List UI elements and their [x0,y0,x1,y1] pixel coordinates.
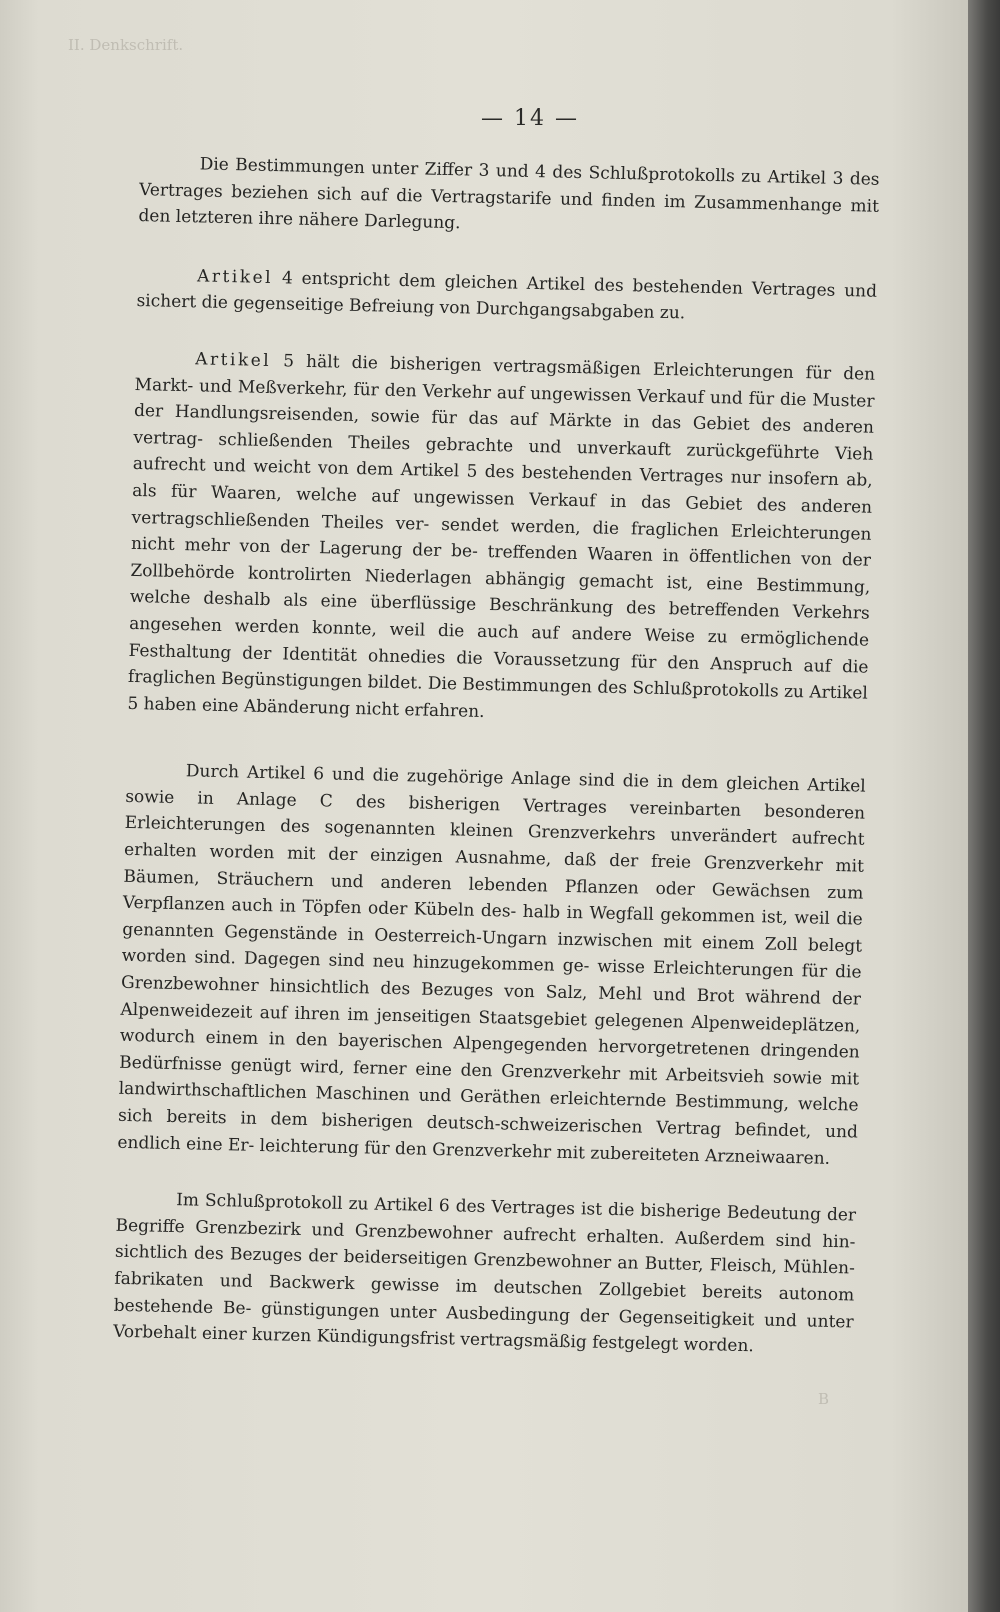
bleed-through-mark: B [818,1390,830,1408]
paragraph-3-text: 5 hält die bisherigen vertragsmäßigen Erleichterungen für den Markt- und Meßverkehr, für den Verkehr auf ungewissen Verkauf und für die Muster der Handlungsreisenden, sowie für das auf Märkte in das Gebiet des anderen vertrag- schließenden Theiles gebrachte und unverkauft zurückgeführte Vieh aufrecht und weicht von dem Artikel 5 des bestehenden Vertrages nur insofern ab, als für Waaren, welche auf ungewissen Verkauf in das Gebiet des anderen vertragschließenden Theiles ver- sendet werden, die fraglichen Erleichterungen nicht mehr von der Lagerung der be- treffenden Waaren in öffentlichen von der Zollbehörde kontrolirten Niederlagen abhängig gemacht ist, eine Bestimmung, welche deshalb als eine überflüssige Beschränkung des betreffenden Verkehrs angesehen werden konnte, weil die auch auf andere Weise zu ermöglichende Festhaltung der Identität ohnedies die Voraussetzung für den Anspruch auf die fraglichen Begünstigungen bildet. Die Bestimmungen des Schlußprotokolls zu Artikel 5 haben eine Abänderung nicht erfahren. [127,351,876,722]
page-number: — 14 — [481,106,579,131]
paragraph-1-text: Die Bestimmungen unter Ziffer 3 und 4 des Schlußprotokolls zu Artikel 3 des Vertrages beziehen sich auf die Vertragstarife und finden im Zusammenhange mit den letzteren ihre nähere Darlegung. [138,154,880,234]
paragraph-2-text: 4 entspricht dem gleichen Artikel des bestehenden Vertrages und sichert die gegenseitige Befreiung von Durchgangsabgaben zu. [136,267,878,324]
paragraph-2-lead: Artikel [196,266,274,288]
paragraph-4 [117,757,866,1173]
paragraph-3 [127,345,875,734]
bleed-through-header: II. Denkschrift. [68,36,184,54]
body-text [112,150,880,1389]
paragraph-4-text: Durch Artikel 6 und die zugehörige Anlage sind die in dem gleichen Artikel sowie in Anlage C des bisherigen Vertrages vereinbarten besonderen Erleichterungen des sogenannten kleinen Grenzverkehrs unverändert aufrecht erhalten worden mit der einzigen Ausnahme, daß der freie Grenzverkehr mit Bäumen, Sträuchern und anderen lebenden Pflanzen oder Gewächsen zum Verpflanzen auch in Töpfen oder Kübeln des- halb in Wegfall gekommen ist, weil die genannten Gegenstände in Oesterreich-Ungarn inzwischen mit einem Zoll belegt worden sind. Dagegen sind neu hinzugekommen ge- wisse Erleichterungen für die Grenzbewohner hinsichtlich des Bezuges von Salz, Mehl und Brot während der Alpenweidezeit auf ihren im jenseitigen Staatsgebiet gelegenen Alpenweideplätzen, wodurch einem in den bayerischen Alpengegenden hervorgetretenen dringenden Bedürfnisse genügt wird, ferner eine den Grenzverkehr mit Arbeitsvieh sowie mit landwirthschaftlichen Maschinen und Geräthen erleichternde Bestimmung, welche sich bereits in dem bisherigen deutsch-schweizerischen Vertrag befindet, und endlich eine Er- leichterung für den Grenzverkehr mit zubereiteten Arzneiwaaren. [117,761,866,1169]
paragraph-5 [113,1186,856,1362]
paragraph-2 [136,262,877,332]
paragraph-5-text: Im Schlußprotokoll zu Artikel 6 des Vertrages ist die bisherige Bedeutung der Begriffe Grenzbezirk und Grenzbewohner aufrecht erhalten. Außerdem sind hin- sichtlich des Bezuges der beiderseitigen Grenzbewohner an Butter, Fleisch, Mühlen- fabrikaten und Backwerk gewisse im deutschen Zollgebiet bereits autonom bestehende Be- günstigungen unter Ausbedingung der Gegenseitigkeit und unter Vorbehalt einer kurzen Kündigungsfrist vertragsmäßig festgelegt worden. [112,1190,857,1357]
paragraph-1 [138,150,880,247]
paragraph-3-lead: Artikel [195,349,272,371]
scan-edge-shadow [968,0,1000,1612]
